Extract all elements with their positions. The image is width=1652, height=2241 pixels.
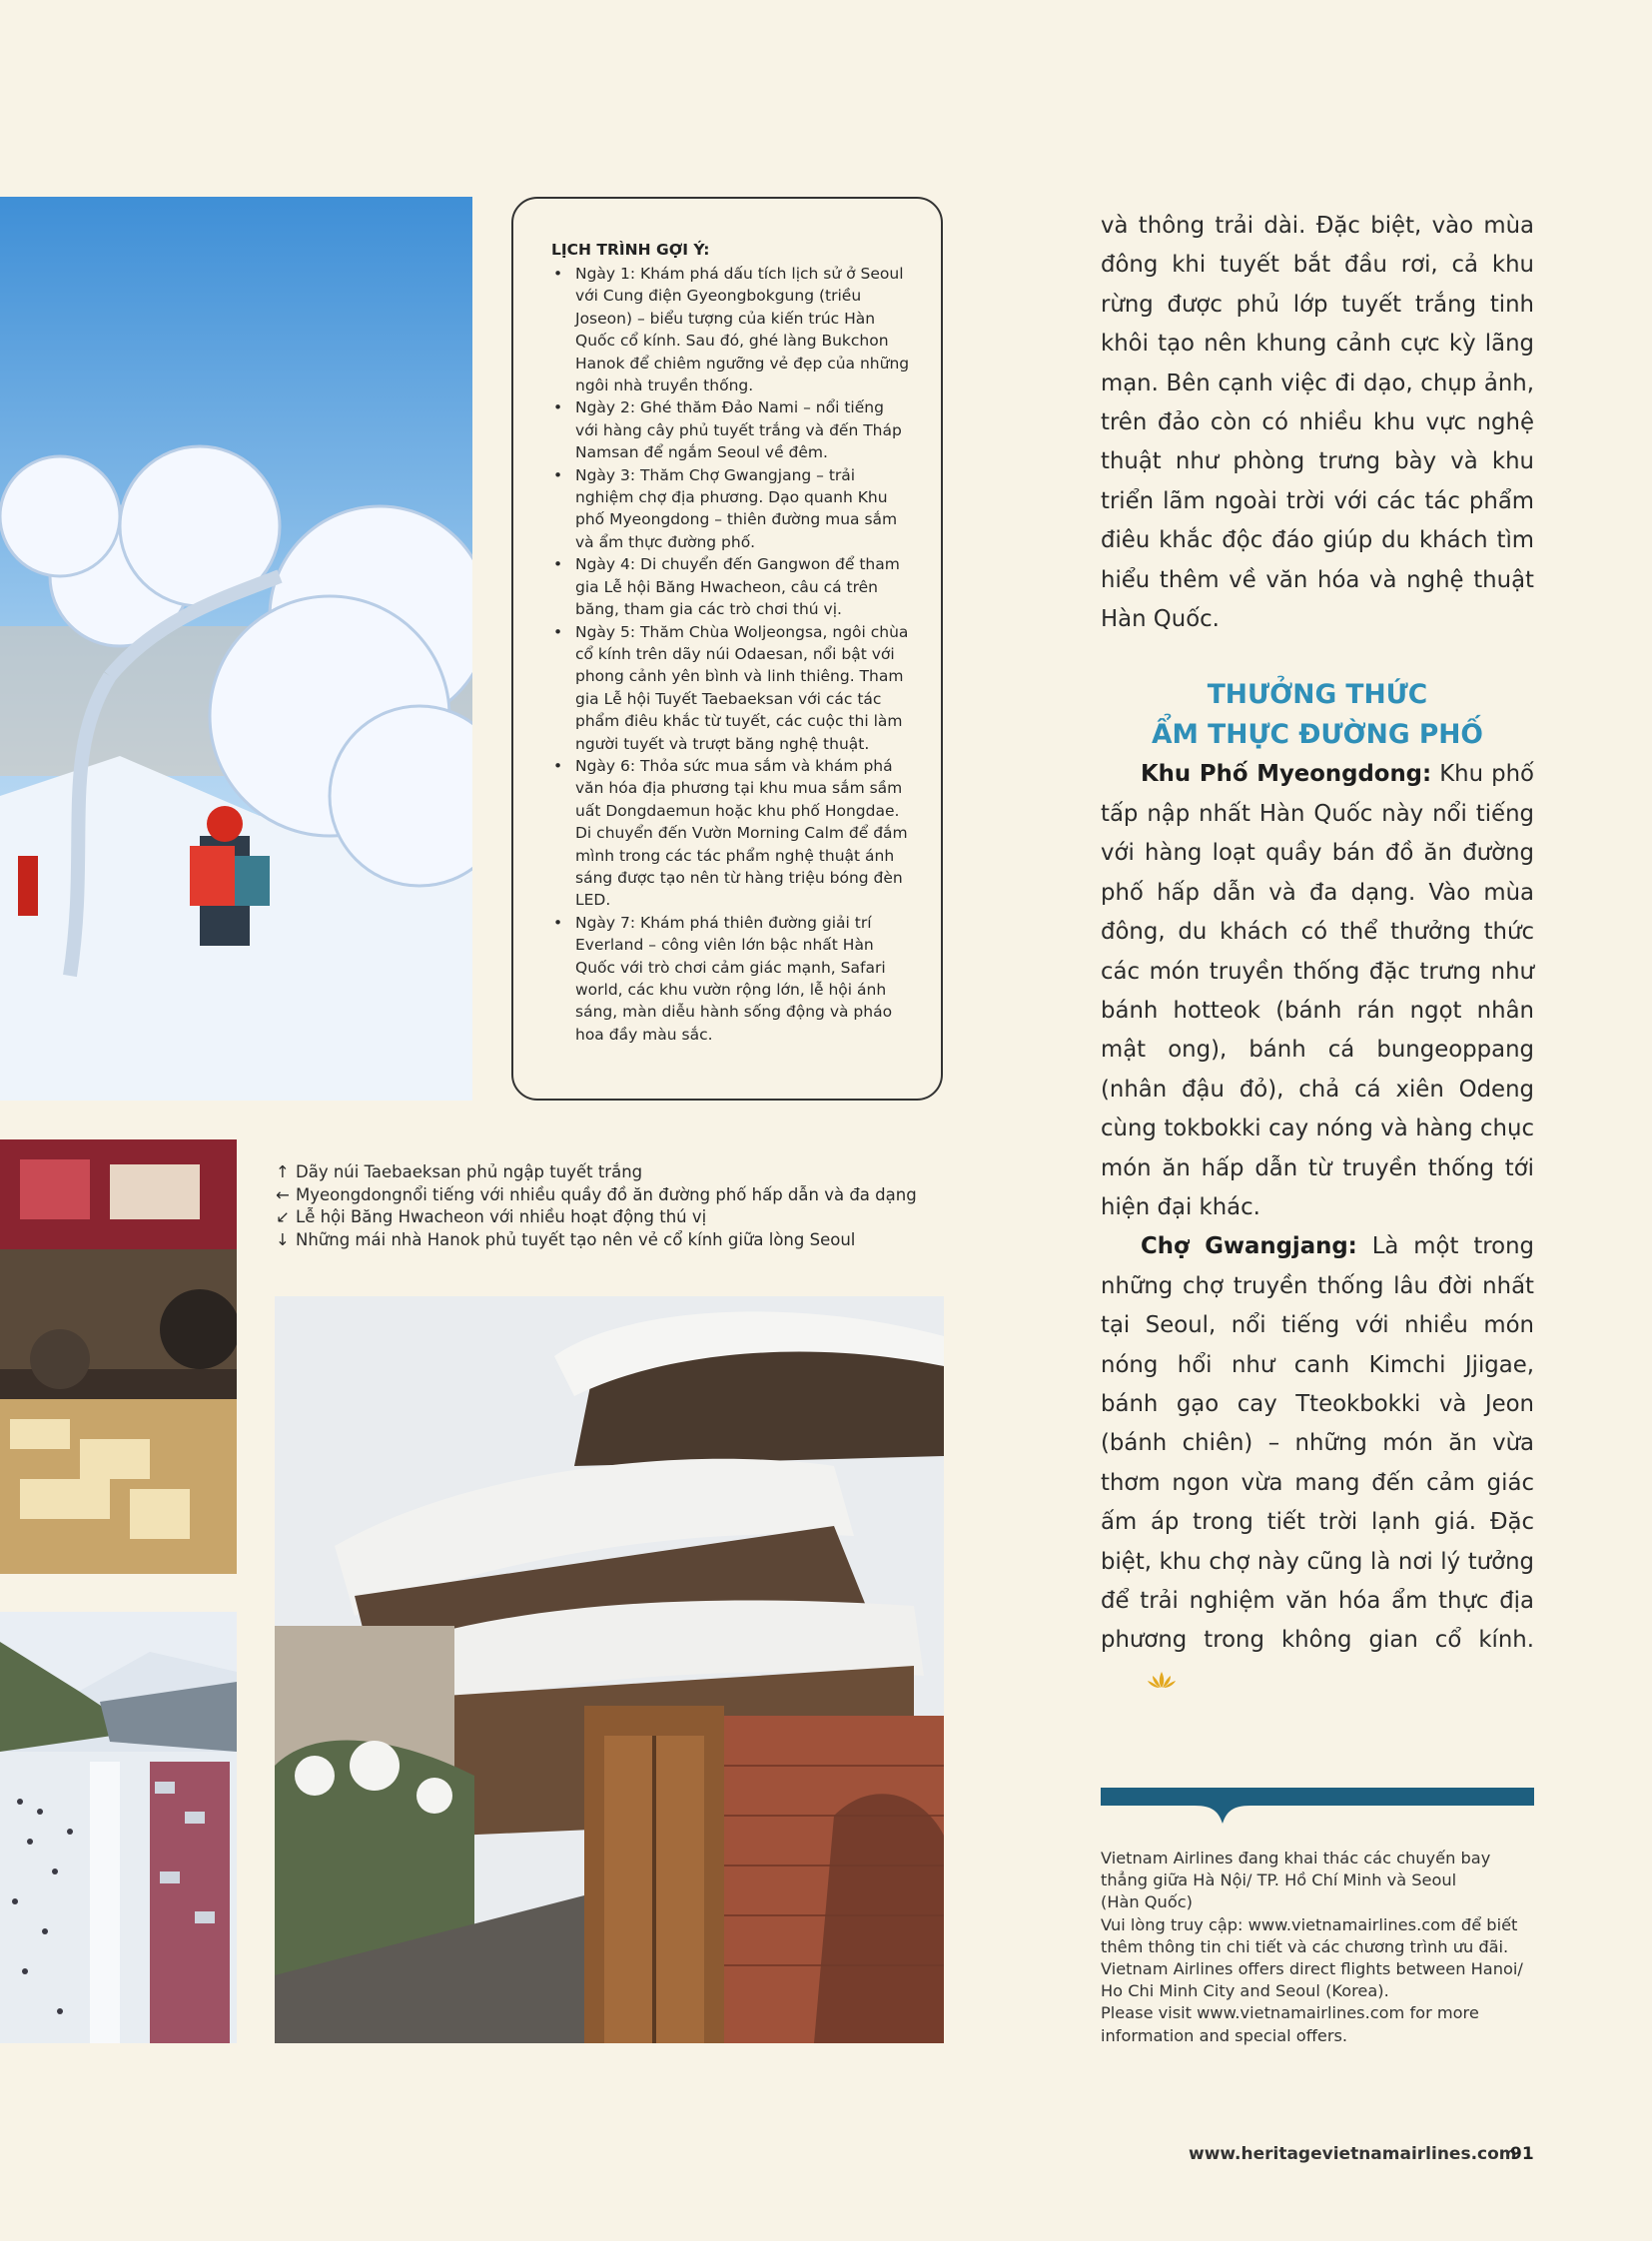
airline-info xyxy=(1101,1848,1540,2047)
photo-captions xyxy=(276,1161,915,1251)
arrow-down-icon: ↓ xyxy=(276,1229,290,1249)
lotus-end-mark-icon xyxy=(1107,1664,1177,1703)
caption-mountain xyxy=(276,1161,915,1184)
myeongdong-text: Khu phố tấp nập nhất Hàn Quốc này nổi tiếng với hàng loạt quầy bán đồ ăn đường phố hấp dẫn và đa dạng. Vào mùa đông, du khách có thể thưởng thức các món truyền thống đặc trưng như bánh hotteok (bánh rán ngọt nhân mật ong), bánh cá bungeoppang (nhân đậu đỏ), chả cá xiên Odeng cùng tokbokki cay nóng và hàng chục món ăn hấp dẫn từ truyền thống tới hiện đại khác. xyxy=(1101,761,1534,1220)
airline-info-line: thêm thông tin chi tiết và các chương trình ưu đãi. xyxy=(1101,1936,1509,1956)
airline-info-line: Vietnam Airlines offers direct flights between Hanoi/ xyxy=(1101,1959,1523,1979)
airline-info-line: thẳng giữa Hà Nội/ TP. Hồ Chí Minh và Seoul xyxy=(1101,1870,1457,1890)
airline-info-line: Vietnam Airlines đang khai thác các chuyến bay xyxy=(1101,1849,1491,1868)
gwangjang-paragraph xyxy=(1101,1227,1534,1703)
itinerary-item-day-1: • Ngày 1: Khám phá dấu tích lịch sử ở Seoul với Cung điện Gyeongbokgung (triều Joseon) – biểu tượng của kiến trúc Hàn Quốc cổ kính. Sau đó, ghé làng Bukchon Hanok để chiêm ngưỡng vẻ đẹp của những ngôi nhà truyền thống. xyxy=(551,263,911,396)
itinerary-list xyxy=(551,263,911,1046)
airline-info-line: Please visit www.vietnamairlines.com for more xyxy=(1101,2003,1479,2023)
itinerary-item-day-2: • Ngày 2: Ghé thăm Đảo Nami – nổi tiếng với hàng cây phủ tuyết trắng và đến Tháp Namsan để ngắm Seoul về đêm. xyxy=(551,396,911,463)
caption-text: Myeongdongnổi tiếng với nhiều quầy đồ ăn đường phố hấp dẫn và đa dạng xyxy=(296,1184,917,1204)
arrow-up-icon: ↑ xyxy=(276,1162,290,1181)
article-column xyxy=(1101,207,1534,1703)
photo-street-food-market xyxy=(0,1139,237,1574)
caption-text: Lễ hội Băng Hwacheon với nhiều hoạt động thú vị xyxy=(296,1207,707,1226)
myeongdong-lead: Khu Phố Myeongdong: xyxy=(1141,761,1432,788)
caption-market xyxy=(276,1184,915,1207)
airline-info-line: information and special offers. xyxy=(1101,2025,1348,2045)
section-heading-line-2: ẨM THỰC ĐƯỜNG PHỐ xyxy=(1152,719,1483,751)
airline-info-line: Vui lòng truy cập: www.vietnamairlines.com để biết xyxy=(1101,1914,1518,1934)
caption-text: Dãy núi Taebaeksan phủ ngập tuyết trắng xyxy=(296,1162,643,1181)
myeongdong-paragraph xyxy=(1101,755,1534,1227)
airline-info-line: (Hàn Quốc) xyxy=(1101,1892,1193,1912)
intro-paragraph: và thông trải dài. Đặc biệt, vào mùa đông khi tuyết bắt đầu rơi, cả khu rừng được phủ lớp tuyết trắng tinh khôi tạo nên khung cảnh cực kỳ lãng mạn. Bên cạnh việc đi dạo, chụp ảnh, trên đảo còn có nhiều khu vực nghệ thuật như phòng trưng bày và khu triển lãm ngoài trời với các tác phẩm điêu khắc độc đáo giúp du khách tìm hiểu thêm về văn hóa và nghệ thuật Hàn Quốc. xyxy=(1101,213,1534,633)
gwangjang-lead: Chợ Gwangjang: xyxy=(1141,1233,1357,1260)
itinerary-item-day-6: • Ngày 6: Thỏa sức mua sắm và khám phá văn hóa địa phương tại khu mua sắm sầm uất Dongdaemun hoặc khu phố Hongdae. Di chuyển đến Vườn Morning Calm để đắm mình trong các tác phẩm nghệ thuật ánh sáng được tạo nên từ hàng triệu bóng đèn LED. xyxy=(551,755,911,912)
arrow-down-left-icon: ↙ xyxy=(276,1207,290,1226)
photo-ice-festival xyxy=(0,1612,237,2043)
arrow-left-icon: ← xyxy=(276,1184,290,1204)
caption-text: Những mái nhà Hanok phủ tuyết tạo nên vẻ cổ kính giữa lòng Seoul xyxy=(296,1229,856,1249)
page-number: 91 xyxy=(1510,2144,1534,2164)
caption-hanok xyxy=(276,1229,915,1252)
airline-banner-graphic xyxy=(1101,1786,1534,1826)
itinerary-item-day-7: • Ngày 7: Khám phá thiên đường giải trí Everland – công viên lớn bậc nhất Hàn Quốc với trò chơi cảm giác mạnh, Safari world, các khu vườn rộng lớn, lễ hội ánh sáng, màn diễu hành sống động và pháo hoa đầy màu sắc. xyxy=(551,912,911,1046)
photo-snowy-mountain xyxy=(0,197,472,1101)
airline-info-line: Ho Chi Minh City and Seoul (Korea). xyxy=(1101,1981,1389,2001)
gwangjang-text: Là một trong những chợ truyền thống lâu đời nhất tại Seoul, nổi tiếng với nhiều món nóng hổi như canh Kimchi Jjigae, bánh gạo cay Tteokbokki và Jeon (bánh chiên) – những món ăn vừa thơm ngon vừa mang đến cảm giác ấm áp trong tiết trời lạnh giá. Đặc biệt, khu chợ này cũng là nơi lý tưởng để trải nghiệm văn hóa ẩm thực địa phương trong không gian cổ kính. xyxy=(1101,1233,1534,1654)
itinerary-item-day-3: • Ngày 3: Thăm Chợ Gwangjang – trải nghiệm chợ địa phương. Dạo quanh Khu phố Myeongdong – thiên đường mua sắm và ẩm thực đường phố. xyxy=(551,464,911,554)
footer-url[interactable]: www.heritagevietnamairlines.com xyxy=(1189,2144,1517,2164)
itinerary-box xyxy=(511,197,943,1101)
section-heading xyxy=(1101,675,1534,755)
caption-festival xyxy=(276,1206,915,1229)
itinerary-item-day-4: • Ngày 4: Di chuyển đến Gangwon để tham gia Lễ hội Băng Hwacheon, câu cá trên băng, tham gia các trò chơi thú vị. xyxy=(551,553,911,620)
itinerary-title: LỊCH TRÌNH GỢI Ý: xyxy=(551,241,710,259)
photo-snowy-hanok-roofs xyxy=(275,1296,944,2043)
itinerary-item-day-5: • Ngày 5: Thăm Chùa Woljeongsa, ngôi chùa cổ kính trên dãy núi Odaesan, nổi bật với phong cảnh yên bình và linh thiêng. Tham gia Lễ hội Tuyết Taebaeksan với các tác phẩm điêu khắc từ tuyết, các cuộc thi làm người tuyết và trượt băng nghệ thuật. xyxy=(551,621,911,755)
section-heading-line-1: THƯỞNG THỨC xyxy=(1207,679,1428,711)
